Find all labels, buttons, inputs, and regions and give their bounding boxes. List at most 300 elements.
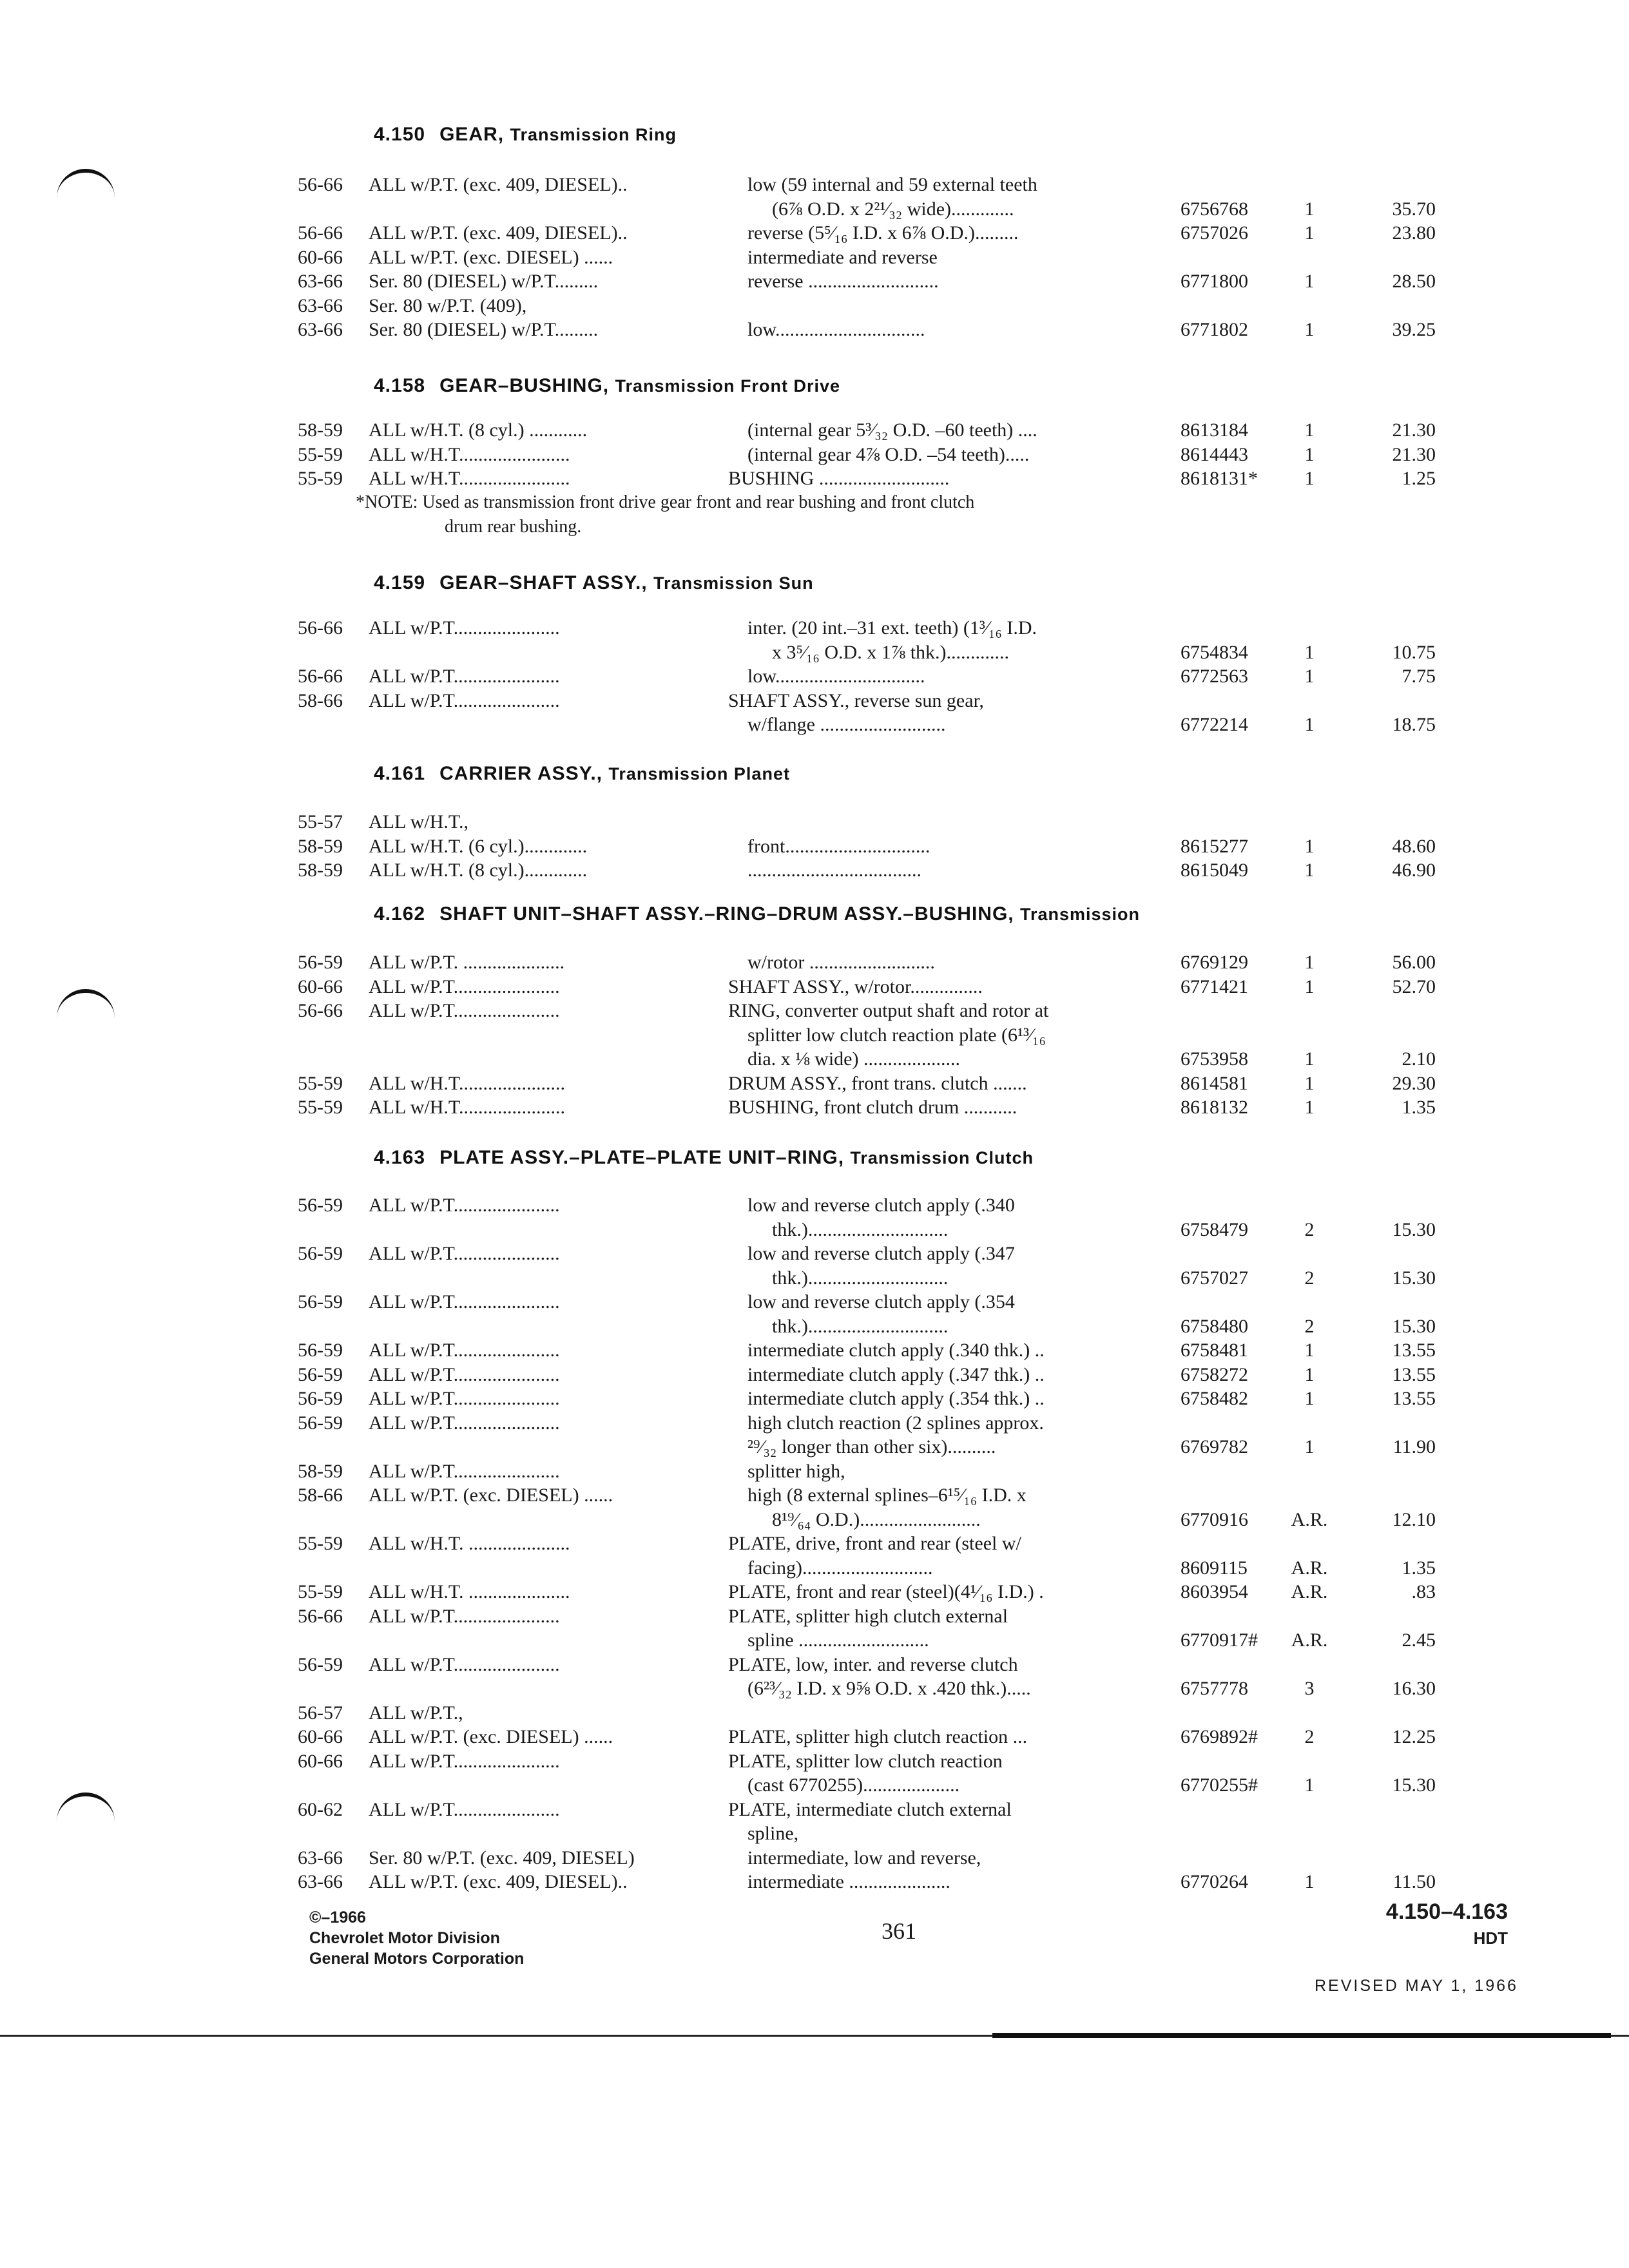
table-row xyxy=(0,974,1629,1000)
price: 56.00 xyxy=(1392,952,1436,973)
application: ALL w/P.T...................... xyxy=(369,666,560,687)
model-years: 58-59 xyxy=(298,419,343,441)
table-row xyxy=(0,1773,1629,1798)
quantity: 2 xyxy=(1304,1315,1315,1337)
part-description: PLATE, intermediate clutch external xyxy=(728,1798,1012,1820)
price: 7.75 xyxy=(1402,666,1436,687)
application: ALL w/P.T...................... xyxy=(369,1750,560,1772)
application: ALL w/P.T...................... xyxy=(369,1798,560,1820)
table-row xyxy=(0,950,1629,975)
price: 15.30 xyxy=(1392,1267,1436,1289)
table-row xyxy=(0,1046,1629,1072)
model-years: 56-66 xyxy=(298,174,343,195)
price: 13.55 xyxy=(1392,1388,1436,1409)
section-number: 4.161 xyxy=(374,763,426,784)
table-row xyxy=(0,1362,1629,1388)
table-row xyxy=(0,834,1629,860)
application: Ser. 80 (DIESEL) w/P.T......... xyxy=(369,271,599,292)
part-description: (6⅞ O.D. x 2²¹⁄₃₂ wide)............. xyxy=(772,198,1014,220)
price: 46.90 xyxy=(1392,860,1436,881)
table-row xyxy=(0,1724,1629,1750)
price: 29.30 xyxy=(1392,1072,1436,1094)
part-number: 6754834 xyxy=(1181,641,1248,663)
page-number: 361 xyxy=(882,1918,916,1944)
table-row xyxy=(0,615,1629,641)
part-number: 6770917# xyxy=(1181,1629,1258,1651)
part-description: spline ........................... xyxy=(747,1629,929,1651)
section-heading: GEAR, xyxy=(439,124,505,145)
footnote-line: drum rear bushing. xyxy=(445,516,582,537)
quantity: A.R. xyxy=(1291,1629,1328,1651)
application: ALL w/P.T...................... xyxy=(369,617,560,639)
price: 23.80 xyxy=(1392,222,1436,244)
quantity: 1 xyxy=(1304,666,1315,687)
part-number: 6758480 xyxy=(1181,1315,1248,1337)
part-number: 8615277 xyxy=(1181,835,1248,857)
application: ALL w/P.T...................... xyxy=(369,689,560,711)
model-years: 56-59 xyxy=(298,1653,343,1675)
application: Ser. 80 (DIESEL) w/P.T......... xyxy=(369,319,599,340)
quantity: 1 xyxy=(1304,975,1315,997)
model-years: 63-66 xyxy=(298,1871,343,1892)
table-row xyxy=(0,1217,1629,1243)
part-description: PLATE, low, inter. and reverse clutch xyxy=(728,1653,1018,1675)
model-years: 56-66 xyxy=(298,1000,343,1021)
table-row xyxy=(0,1700,1629,1726)
application: ALL w/P.T...................... xyxy=(369,1460,560,1482)
part-description: spline, xyxy=(747,1823,799,1844)
price: 35.70 xyxy=(1392,198,1436,220)
application: ALL w/P.T...................... xyxy=(369,1000,560,1021)
model-years: 58-59 xyxy=(298,860,343,881)
quantity: 1 xyxy=(1304,1774,1315,1796)
application: ALL w/P.T., xyxy=(369,1702,463,1724)
part-description: 8¹⁹⁄₆₄ O.D.)......................... xyxy=(772,1508,981,1530)
quantity: 3 xyxy=(1304,1678,1315,1699)
quantity: 1 xyxy=(1304,860,1315,881)
section-title xyxy=(374,124,677,146)
application: Ser. 80 w/P.T. (409), xyxy=(369,294,527,316)
part-description: dia. x ⅛ wide) .................... xyxy=(747,1048,960,1070)
table-row xyxy=(0,245,1629,271)
part-description: low (59 internal and 59 external teeth xyxy=(747,174,1037,195)
model-years: 58-59 xyxy=(298,835,343,857)
part-number: 6769129 xyxy=(1181,952,1248,973)
price: 12.25 xyxy=(1392,1726,1436,1747)
model-years: 56-59 xyxy=(298,1412,343,1434)
application: ALL w/H.T. (8 cyl.)............. xyxy=(369,860,588,881)
table-row xyxy=(0,1483,1629,1508)
part-number: 6757026 xyxy=(1181,222,1248,244)
part-description: facing)........................... xyxy=(747,1557,933,1579)
price: 18.75 xyxy=(1392,714,1436,735)
copyright: ©–1966 xyxy=(309,1908,366,1927)
application: ALL w/H.T....................... xyxy=(369,468,570,489)
application: ALL w/H.T...................... xyxy=(369,1097,565,1118)
table-row xyxy=(0,442,1629,468)
price: 1.35 xyxy=(1402,1557,1436,1579)
table-row xyxy=(0,1869,1629,1895)
part-description: thk.)............................. xyxy=(772,1218,949,1240)
part-description: ²⁹⁄₃₂ longer than other six).......... xyxy=(747,1436,996,1457)
part-description: low............................... xyxy=(747,666,925,687)
price: 16.30 xyxy=(1392,1678,1436,1699)
application: ALL w/P.T...................... xyxy=(369,1653,560,1675)
application: ALL w/P.T...................... xyxy=(369,1412,560,1434)
model-years: 56-66 xyxy=(298,222,343,244)
group-range-block xyxy=(1379,1899,1508,1948)
part-number: 6769892# xyxy=(1181,1726,1258,1747)
part-description: PLATE, splitter high clutch external xyxy=(728,1605,1008,1627)
part-number: 6770264 xyxy=(1181,1871,1248,1892)
table-row xyxy=(0,293,1629,319)
section-title xyxy=(374,903,1140,925)
part-number: 8614443 xyxy=(1181,443,1248,465)
model-years: 55-59 xyxy=(298,1097,343,1118)
table-row xyxy=(0,1628,1629,1653)
table-row xyxy=(0,1555,1629,1581)
application: ALL w/P.T. (exc. DIESEL) ...... xyxy=(369,1726,613,1747)
model-years: 55-59 xyxy=(298,443,343,465)
model-years: 55-59 xyxy=(298,1533,343,1554)
quantity: 1 xyxy=(1304,222,1315,244)
price: 28.50 xyxy=(1392,271,1436,292)
model-years: 63-66 xyxy=(298,319,343,340)
model-years: 55-59 xyxy=(298,1072,343,1094)
part-description: (internal gear 5³⁄₃₂ O.D. –60 teeth) .... xyxy=(747,419,1037,441)
section-number: 4.150 xyxy=(374,124,426,145)
application: ALL w/H.T. ..................... xyxy=(369,1581,570,1602)
part-description: intermediate clutch apply (.347 thk.) .. xyxy=(747,1363,1045,1385)
quantity: 1 xyxy=(1304,835,1315,857)
quantity: 1 xyxy=(1304,641,1315,663)
part-description: reverse ........................... xyxy=(747,271,939,292)
part-number: 6769782 xyxy=(1181,1436,1248,1457)
price: 1.25 xyxy=(1402,468,1436,489)
part-description: intermediate, low and reverse, xyxy=(747,1847,981,1869)
table-row xyxy=(0,1023,1629,1048)
part-description: inter. (20 int.–31 ext. teeth) (1³⁄₁₆ I.D. xyxy=(747,617,1037,639)
part-number: 8614581 xyxy=(1181,1072,1248,1094)
application: ALL w/P.T. (exc. DIESEL) ...... xyxy=(369,1485,613,1506)
table-row xyxy=(0,1289,1629,1315)
model-years: 63-66 xyxy=(298,1847,343,1869)
part-description: DRUM ASSY., front trans. clutch ....... xyxy=(728,1072,1027,1094)
table-row xyxy=(0,1314,1629,1340)
model-years: 60-66 xyxy=(298,246,343,268)
section-heading: CARRIER ASSY., xyxy=(439,763,603,784)
table-row xyxy=(0,809,1629,835)
model-years: 58-66 xyxy=(298,1485,343,1506)
model-years: 56-66 xyxy=(298,666,343,687)
part-description: intermediate and reverse xyxy=(747,246,938,268)
table-row xyxy=(0,688,1629,714)
part-number: 6772214 xyxy=(1181,714,1248,735)
part-number: 8609115 xyxy=(1181,1557,1248,1579)
part-description: PLATE, splitter low clutch reaction xyxy=(728,1750,1003,1772)
model-years: 60-66 xyxy=(298,1750,343,1772)
quantity: 2 xyxy=(1304,1267,1315,1289)
application: ALL w/H.T. (6 cyl.)............. xyxy=(369,835,588,857)
revision-date: REVISED MAY 1, 1966 xyxy=(1315,1977,1518,1995)
table-row xyxy=(0,220,1629,246)
table-row xyxy=(0,1652,1629,1678)
table-row xyxy=(0,317,1629,343)
price: 15.30 xyxy=(1392,1218,1436,1240)
quantity: 1 xyxy=(1304,714,1315,735)
application: ALL w/H.T., xyxy=(369,811,468,832)
part-description: front.............................. xyxy=(747,835,930,857)
model-years: 60-66 xyxy=(298,975,343,997)
publisher-block xyxy=(309,1907,524,1969)
section-heading: GEAR–BUSHING, xyxy=(439,375,610,396)
price: 15.30 xyxy=(1392,1774,1436,1796)
quantity: 2 xyxy=(1304,1218,1315,1240)
section-title xyxy=(374,572,814,594)
part-description: low............................... xyxy=(747,319,925,340)
table-row xyxy=(0,1531,1629,1557)
quantity: A.R. xyxy=(1291,1508,1328,1530)
price: 21.30 xyxy=(1392,443,1436,465)
part-number: 8613184 xyxy=(1181,419,1248,441)
part-description: w/rotor .......................... xyxy=(747,952,935,973)
part-description: BUSHING ........................... xyxy=(728,468,950,489)
model-years: 56-59 xyxy=(298,1243,343,1264)
table-row xyxy=(0,1797,1629,1823)
model-years: 55-59 xyxy=(298,1581,343,1602)
table-row xyxy=(0,1434,1629,1460)
quantity: 1 xyxy=(1304,419,1315,441)
part-description: low and reverse clutch apply (.340 xyxy=(747,1195,1015,1216)
table-row xyxy=(0,197,1629,222)
table-row xyxy=(0,1410,1629,1436)
part-description: (cast 6770255).................... xyxy=(747,1774,960,1796)
section-number: 4.159 xyxy=(374,572,426,593)
part-description: (internal gear 4⅞ O.D. –54 teeth)..... xyxy=(747,443,1030,465)
part-description: RING, converter output shaft and rotor at xyxy=(728,1000,1049,1021)
application: ALL w/P.T...................... xyxy=(369,1388,560,1409)
quantity: 1 xyxy=(1304,1363,1315,1385)
quantity: 1 xyxy=(1304,1871,1315,1892)
quantity: 1 xyxy=(1304,443,1315,465)
part-number: 6758272 xyxy=(1181,1363,1248,1385)
part-description: (6²³⁄₃₂ I.D. x 9⅝ O.D. x .420 thk.)..... xyxy=(747,1678,1031,1699)
table-row xyxy=(0,1579,1629,1605)
part-description: high (8 external splines–6¹⁵⁄₁₆ I.D. x xyxy=(747,1485,1027,1506)
part-number: 6753958 xyxy=(1181,1048,1248,1070)
model-years: 56-59 xyxy=(298,1388,343,1409)
model-years: 58-66 xyxy=(298,689,343,711)
model-years: 63-66 xyxy=(298,271,343,292)
price: 2.10 xyxy=(1402,1048,1436,1070)
application: ALL w/P.T. (exc. 409, DIESEL).. xyxy=(369,174,628,195)
part-number: 6758482 xyxy=(1181,1388,1248,1409)
model-years: 56-57 xyxy=(298,1702,343,1724)
quantity: 1 xyxy=(1304,271,1315,292)
section-subtitle: Transmission Planet xyxy=(608,764,790,783)
group-range: 4.150–4.163 xyxy=(1385,1899,1508,1924)
part-description: SHAFT ASSY., reverse sun gear, xyxy=(728,689,984,711)
price: 52.70 xyxy=(1392,975,1436,997)
application: ALL w/H.T. ..................... xyxy=(369,1533,570,1554)
application: ALL w/P.T. (exc. 409, DIESEL).. xyxy=(369,1871,628,1892)
section-heading: SHAFT UNIT–SHAFT ASSY.–RING–DRUM ASSY.–BUSHING, xyxy=(439,903,1014,925)
table-row xyxy=(0,858,1629,883)
section-title xyxy=(374,1147,1034,1169)
price: 1.35 xyxy=(1402,1097,1436,1118)
part-number: 6757778 xyxy=(1181,1678,1248,1699)
model-years: 60-62 xyxy=(298,1798,343,1820)
quantity: 1 xyxy=(1304,1072,1315,1094)
section-number: 4.158 xyxy=(374,375,426,396)
model-years: 56-59 xyxy=(298,1363,343,1385)
model-years: 56-59 xyxy=(298,1195,343,1216)
part-number: 6770255# xyxy=(1181,1774,1258,1796)
part-number: 6770916 xyxy=(1181,1508,1248,1530)
part-description: reverse (5⁵⁄₁₆ I.D. x 6⅞ O.D.)......... xyxy=(747,222,1019,244)
section-subtitle: Transmission Sun xyxy=(653,573,814,593)
application: ALL w/P.T...................... xyxy=(369,1291,560,1312)
quantity: 1 xyxy=(1304,1048,1315,1070)
quantity: A.R. xyxy=(1291,1581,1328,1602)
application: ALL w/P.T...................... xyxy=(369,1195,560,1216)
application: ALL w/H.T...................... xyxy=(369,1072,565,1094)
part-description: high clutch reaction (2 splines approx. xyxy=(747,1412,1044,1434)
table-row xyxy=(0,466,1629,492)
division-name: Chevrolet Motor Division xyxy=(309,1929,500,1947)
part-number: 8618132 xyxy=(1181,1097,1248,1118)
price: 12.10 xyxy=(1392,1508,1436,1530)
model-years: 56-66 xyxy=(298,617,343,639)
model-years: 56-59 xyxy=(298,1291,343,1312)
price: 2.45 xyxy=(1402,1629,1436,1651)
application: ALL w/P.T. (exc. 409, DIESEL).. xyxy=(369,222,628,244)
application: ALL w/P.T...................... xyxy=(369,1363,560,1385)
price: 11.90 xyxy=(1393,1436,1436,1457)
price: .83 xyxy=(1411,1581,1436,1602)
table-row xyxy=(0,1241,1629,1267)
quantity: 1 xyxy=(1304,319,1315,340)
table-row xyxy=(0,1071,1629,1097)
quantity: 1 xyxy=(1304,1388,1315,1409)
section-title xyxy=(374,375,840,397)
section-subtitle: Transmission Clutch xyxy=(850,1148,1034,1168)
table-row xyxy=(0,1338,1629,1363)
application: ALL w/P.T...................... xyxy=(369,1340,560,1361)
part-description: intermediate ..................... xyxy=(747,1871,950,1892)
quantity: A.R. xyxy=(1291,1557,1328,1579)
table-row xyxy=(0,1507,1629,1533)
part-description: w/flange .......................... xyxy=(747,714,946,735)
part-number: 6757027 xyxy=(1181,1267,1248,1289)
model-years: 60-66 xyxy=(298,1726,343,1747)
model-years: 56-59 xyxy=(298,952,343,973)
part-description: SHAFT ASSY., w/rotor............... xyxy=(728,975,983,997)
table-row xyxy=(0,664,1629,689)
application: ALL w/P.T. ..................... xyxy=(369,952,565,973)
model-years: 58-59 xyxy=(298,1460,343,1482)
table-row xyxy=(0,712,1629,738)
part-number: 6756768 xyxy=(1181,198,1248,220)
quantity: 1 xyxy=(1304,468,1315,489)
part-number: 8615049 xyxy=(1181,860,1248,881)
application: Ser. 80 w/P.T. (exc. 409, DIESEL) xyxy=(369,1847,635,1869)
model-years: 55-57 xyxy=(298,811,343,832)
model-years: 56-66 xyxy=(298,1605,343,1627)
part-number: 6771800 xyxy=(1181,271,1248,292)
corporation-name: General Motors Corporation xyxy=(309,1950,525,1968)
application: ALL w/H.T. (8 cyl.) ............ xyxy=(369,419,588,441)
section-subtitle: Transmission Front Drive xyxy=(615,376,841,396)
part-description: BUSHING, front clutch drum ........... xyxy=(728,1097,1017,1118)
table-row xyxy=(0,269,1629,294)
table-row xyxy=(0,998,1629,1024)
table-row xyxy=(0,1459,1629,1485)
quantity: 2 xyxy=(1304,1726,1315,1747)
part-description: low and reverse clutch apply (.347 xyxy=(747,1243,1015,1264)
model-years: 55-59 xyxy=(298,468,343,489)
section-title xyxy=(374,763,790,785)
price: 10.75 xyxy=(1392,641,1436,663)
table-row xyxy=(0,1845,1629,1871)
model-years: 56-59 xyxy=(298,1340,343,1361)
part-description: intermediate clutch apply (.340 thk.) .. xyxy=(747,1340,1045,1361)
quantity: 1 xyxy=(1304,1097,1315,1118)
part-description: intermediate clutch apply (.354 thk.) .. xyxy=(747,1388,1045,1409)
quantity: 1 xyxy=(1304,1436,1315,1457)
table-row xyxy=(0,418,1629,443)
part-number: 6771802 xyxy=(1181,319,1248,340)
quantity: 1 xyxy=(1304,952,1315,973)
catalog-code: HDT xyxy=(1473,1928,1508,1948)
part-description: thk.)............................. xyxy=(772,1315,949,1337)
part-description: splitter high, xyxy=(747,1460,845,1482)
table-row xyxy=(0,1386,1629,1412)
part-description: thk.)............................. xyxy=(772,1267,949,1289)
section-heading: PLATE ASSY.–PLATE–PLATE UNIT–RING, xyxy=(439,1147,845,1168)
part-description: PLATE, front and rear (steel)(4¹⁄₁₆ I.D.) . xyxy=(728,1581,1044,1602)
part-description: splitter low clutch reaction plate (6¹³⁄₁₆ xyxy=(747,1024,1046,1046)
part-number: 6772563 xyxy=(1181,666,1248,687)
price: 21.30 xyxy=(1392,419,1436,441)
section-subtitle: Transmission xyxy=(1019,905,1141,924)
model-years: 63-66 xyxy=(298,294,343,316)
part-number: 6758481 xyxy=(1181,1340,1248,1361)
table-row xyxy=(0,1821,1629,1847)
price: 13.55 xyxy=(1392,1340,1436,1361)
application: ALL w/H.T....................... xyxy=(369,443,570,465)
section-heading: GEAR–SHAFT ASSY., xyxy=(439,572,648,593)
table-row xyxy=(0,1676,1629,1702)
table-row xyxy=(0,1265,1629,1291)
section-number: 4.162 xyxy=(374,903,426,925)
price: 11.50 xyxy=(1393,1871,1436,1892)
price: 13.55 xyxy=(1392,1363,1436,1385)
part-description: PLATE, drive, front and rear (steel w/ xyxy=(728,1533,1021,1554)
bottom-rule-thick xyxy=(992,2033,1611,2038)
table-row xyxy=(0,640,1629,666)
section-subtitle: Transmission Ring xyxy=(510,125,677,144)
application: ALL w/P.T...................... xyxy=(369,975,560,997)
part-description: PLATE, splitter high clutch reaction ... xyxy=(728,1726,1028,1747)
application: ALL w/P.T. (exc. DIESEL) ...... xyxy=(369,246,613,268)
application: ALL w/P.T...................... xyxy=(369,1605,560,1627)
part-description: low and reverse clutch apply (.354 xyxy=(747,1291,1015,1312)
part-number: 6758479 xyxy=(1181,1218,1248,1240)
quantity: 1 xyxy=(1304,198,1315,220)
footnote-line: *NOTE: Used as transmission front drive gear front and rear bushing and front clutch xyxy=(356,492,975,512)
table-row xyxy=(0,172,1629,198)
